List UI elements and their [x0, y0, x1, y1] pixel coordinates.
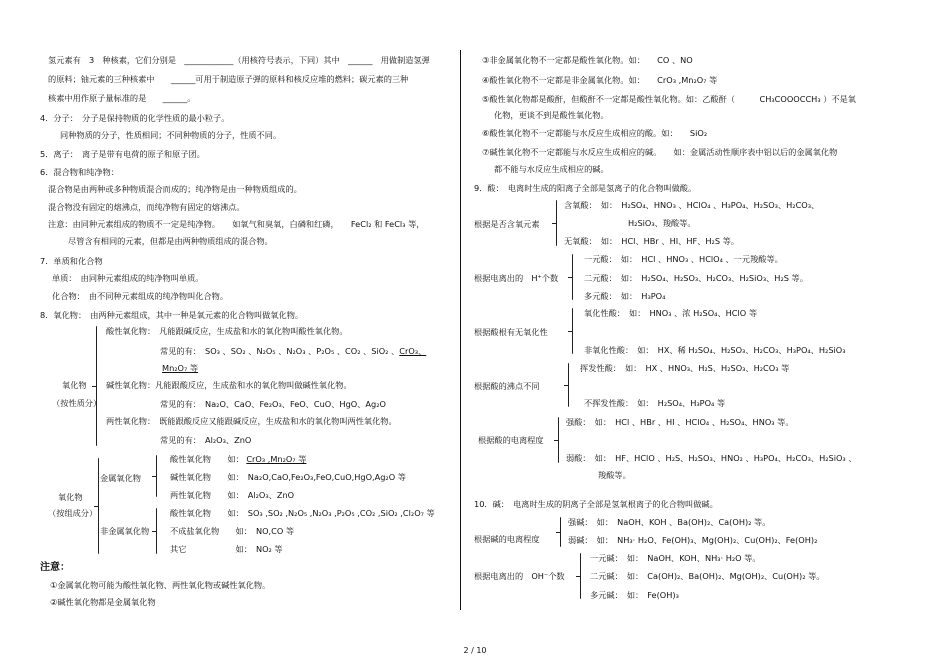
basic-oxide-common: 常见的有： Na₂O、CaO、Fe₂O₃、FeO、CuO、HgO、Ag₂O: [160, 399, 386, 409]
note-5: ⑤酸性氧化物都是酸酐，但酸酐不一定都是酸性氧化物。如：乙酸酐（ CH₃COOOCCH₃ ）不是氧: [482, 94, 856, 104]
note-title: 注意：: [40, 562, 70, 573]
oxyacid: 含氧酸： 如： H₂SO₄、HNO₃ 、HClO₄ 、H₃PO₄、H₂SO₃、H₂CO₃、: [564, 200, 820, 210]
brace: [560, 517, 561, 547]
note-6: ⑥酸性氧化物不一定都能与水反应生成相应的酸。如： SiO₂: [482, 128, 708, 138]
acidic-oxide-common-2: Mn₂O₇ 等: [162, 363, 199, 373]
oxide-composition-sub: （按组成分）: [48, 508, 98, 518]
brace: [580, 553, 581, 599]
brace: [96, 326, 97, 446]
section-6-title: 6．混合物和纯净物：: [40, 167, 119, 177]
non-salt-forming-oxide: 不成盐氧化物 如： NO,CO 等: [170, 526, 295, 536]
metal-oxide-label: 金属氧化物: [100, 473, 141, 483]
column-divider: [460, 50, 461, 610]
weak-acid: 弱酸： 如： HF、HClO 、H₂S、H₂SO₃、HNO₂ 、H₃PO₄、H₂CO₃、H₂SiO₃ 、: [566, 453, 857, 463]
base-strength-label: 根据碱的电离程度: [474, 534, 540, 544]
weak-base: 弱碱： 如： NH₃· H₂O、Fe(OH)₃、Mg(OH)₂、Cu(OH)₂、Fe(OH)₂: [568, 535, 818, 545]
oxide-composition-label: 氧化物: [58, 492, 83, 502]
polyprotic-acid: 多元酸： 如： H₃PO₄: [584, 291, 666, 301]
intro-line-2: 的原料；铀元素的三种核素中 ______可用于制造原子弹的原料和核反应堆的燃料；碳元素的三种: [48, 74, 409, 84]
anoxyacid: 无氧酸： 如： HCl、HBr 、HI、HF、H₂S 等。: [564, 236, 739, 246]
section-6-line-2: 混合物没有固定的熔沸点，而纯净物有固定的熔沸点。: [48, 202, 245, 212]
page-number: 2 / 10: [463, 646, 487, 655]
base-oh-label: 根据电离出的 OH⁻个数: [474, 571, 565, 581]
intro-line-1: 氢元素有 3 种核素，它们分别是 ____________（用核符号表示，下同）其中 ______ 用做制造氢弹: [48, 55, 430, 65]
oxide-property-label: 氧化物: [62, 380, 87, 390]
brace: [572, 308, 573, 354]
nonmetal-oxide-label: 非金属氧化物: [100, 526, 150, 536]
acid-bp-label: 根据酸的沸点不同: [474, 381, 540, 391]
oxidizing-acid: 氧化性酸： 如： HNO₃ 、浓 H₂SO₄、HClO 等: [584, 308, 758, 318]
metal-amphoteric-oxide: 两性氧化物 如： Al₂O₃、ZnO: [170, 490, 295, 500]
note-2: ②碱性氧化物都是金属氧化物: [50, 597, 156, 607]
nonvolatile-acid: 不挥发性酸： 如： H₂SO₄、H₃PO₄ 等: [584, 398, 726, 408]
polyacidic-base: 多元碱： 如： Fe(OH)₃: [590, 590, 679, 600]
brace: [556, 200, 557, 246]
non-oxidizing-acid: 非氧化性酸： 如： HX、稀 H₂SO₄、H₂SO₃、H₂CO₃、H₃PO₄、H₂SiO₃: [584, 345, 846, 355]
brace: [558, 417, 559, 463]
strong-acid: 强酸： 如： HCl 、HBr 、HI 、HClO₄ 、H₂SO₄、HNO₃ 等。: [566, 417, 794, 427]
section-9-title: 9．酸： 电离时生成的阳离子全部是氢离子的化合物叫做酸。: [474, 183, 697, 193]
section-7-title: 7．单质和化合物: [40, 256, 103, 266]
note-5-cont: 化物，更谈不到是酸性氧化物。: [494, 110, 609, 120]
brace: [156, 508, 157, 554]
brace: [572, 254, 573, 300]
weak-acid-cont: 羧酸等。: [598, 470, 631, 480]
basic-oxide-def: 碱性氧化物：凡能跟酸反应，生成盐和水的氧化物叫做碱性氧化物。: [106, 380, 352, 390]
oxyacid-cont: H₂SiO₃、羧酸等。: [628, 218, 696, 228]
section-8-title: 8．氧化物： 由两种元素组成，其中一种是氧元素的化合物叫做氧化物。: [40, 310, 304, 320]
section-7-compound: 化合物： 由不同种元素组成的纯净物叫化合物。: [52, 291, 229, 301]
other-oxide: 其它 如： NO₂ 等: [170, 544, 283, 554]
note-3: ③非金属氧化物不一定都是酸性氧化物。如： CO 、NO: [482, 55, 693, 65]
metal-acidic-oxide: 酸性氧化物 如： CrO₃ ,Mn₂O₇ 等: [170, 454, 307, 464]
diprotic-acid: 二元酸： 如： H₂SO₄、H₂SO₃、H₂CO₃、H₂SiO₃、H₂S 等。: [584, 273, 808, 283]
monoprotic-acid: 一元酸： 如： HCl 、HNO₃ 、HClO₄ 、一元羧酸等。: [584, 254, 783, 264]
section-4-title: 4．分子： 分子是保持物质的化学性质的最小粒子。: [40, 113, 230, 123]
section-6-note: 注意：由同种元素组成的物质不一定是纯净物。 如氧气和臭氧，白磷和红磷， FeCl₂ 和 FeCl₃ 等，: [48, 219, 425, 229]
acid-strength-label: 根据酸的电离程度: [478, 435, 544, 445]
acid-oxygen-label: 根据是否含氧元素: [474, 219, 540, 229]
note-7-cont: 都不能与水反应生成相应的碱。: [494, 164, 609, 174]
diacidic-base: 二元碱： 如： Ca(OH)₂、Ba(OH)₂、Mg(OH)₂、Cu(OH)₂ 等。: [590, 571, 825, 581]
nonmetal-acidic-oxide: 酸性氧化物 如： SO₃ ,SO₂ ,N₂O₅ ,N₂O₃ ,P₂O₅ ,CO₂ ,SiO₂ ,Cl₂O₇ 等: [170, 508, 435, 518]
acid-h-label: 根据电离出的 H⁺个数: [474, 273, 559, 283]
brace: [568, 363, 569, 407]
amphoteric-oxide-common: 常见的有： Al₂O₃、ZnO: [160, 435, 252, 445]
section-6-note-2: 尽管含有相同的元素，但都是由两种物质组成的混合物。: [68, 236, 273, 246]
monoacidic-base: 一元碱： 如： NaOH、KOH、NH₃· H₂O 等。: [590, 553, 761, 563]
note-4: ④酸性氧化物不一定都是非金属氧化物。如： CrO₃ ,Mn₂O₇ 等: [482, 75, 718, 85]
acidic-oxide-def: 酸性氧化物： 凡能跟碱反应，生成盐和水的氧化物叫酸性氧化物。: [106, 326, 348, 336]
section-5-title: 5．离子： 离子是带有电荷的原子和原子团。: [40, 149, 205, 159]
section-10-title: 10．碱： 电离时生成的阴离子全部是氢氧根离子的化合物叫做碱。: [474, 499, 718, 509]
amphoteric-oxide-def: 两性氧化物： 既能跟酸反应又能跟碱反应，生成盐和水的氧化物叫两性氧化物。: [106, 416, 397, 426]
acidic-oxide-common: 常见的有： SO₃ 、SO₂ 、N₂O₅ 、N₂O₃ 、P₂O₅ 、CO₂ 、SiO₂ 、CrO₃、: [160, 346, 427, 356]
note-7: ⑦碱性氧化物不一定都能与水反应生成相应的碱。 如：金属活动性顺序表中铝以后的金属氧化物: [482, 147, 838, 157]
intro-line-3: 核素中用作原子量标准的是 ______。: [48, 93, 196, 103]
brace: [98, 458, 99, 554]
acid-oxidizing-label: 根据酸根有无氧化性: [474, 327, 548, 337]
strong-base: 强碱： 如： NaOH、KOH 、Ba(OH)₂、Ca(OH)₂ 等。: [568, 517, 771, 527]
brace: [156, 455, 157, 497]
oxide-property-sub: （按性质分）: [52, 398, 102, 408]
note-1: ①金属氧化物可能为酸性氧化物、两性氧化物或碱性氧化物。: [50, 580, 271, 590]
volatile-acid: 挥发性酸： 如： HX 、HNO₃、H₂S、H₂SO₃、H₂CO₃ 等: [580, 363, 790, 373]
section-4-line: 同种物质的分子，性质相同；不同种物质的分子，性质不同。: [60, 130, 282, 140]
metal-basic-oxide: 碱性氧化物 如： Na₂O,CaO,Fe₂O₃,FeO,CuO,HgO,Ag₂O 等: [170, 472, 406, 482]
section-7-element: 单质： 由同种元素组成的纯净物叫单质。: [52, 273, 204, 283]
section-6-line-1: 混合物是由两种或多种物质混合而成的；纯净物是由一种物质组成的。: [48, 184, 302, 194]
